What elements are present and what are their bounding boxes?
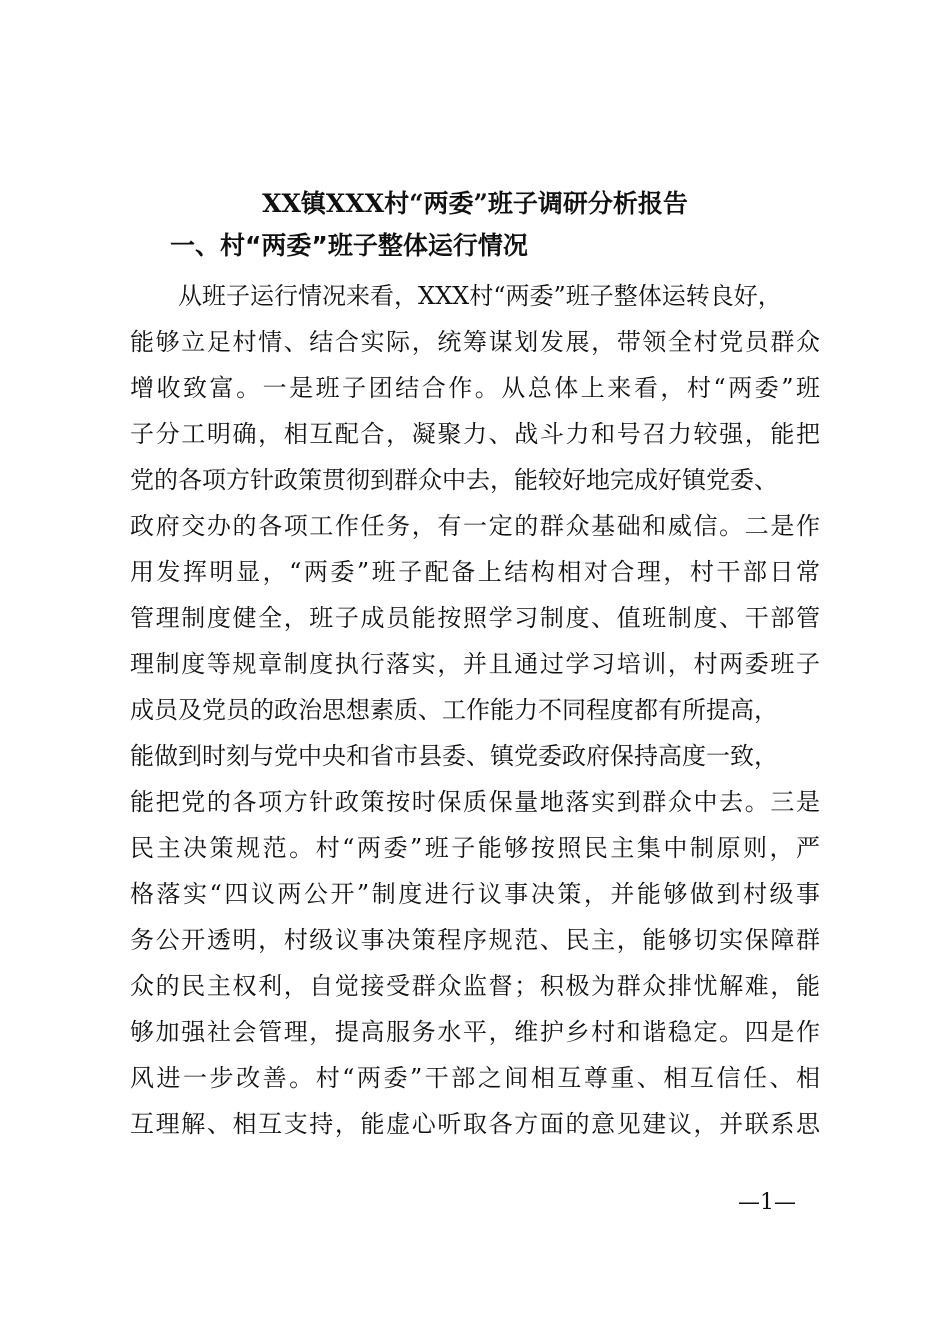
page-number: —1— bbox=[738, 1190, 796, 1215]
text-line: 理制度等规章制度执行落实，并且通过学习培训，村两委班子 bbox=[130, 650, 820, 678]
text-line: 子分工明确，相互配合，凝聚力、战斗力和号召力较强，能把 bbox=[130, 420, 820, 448]
text-line: 政府交办的各项工作任务，有一定的群众基础和威信。二是作 bbox=[130, 512, 820, 540]
text-line: 够加强社会管理，提高服务水平，维护乡村和谐稳定。四是作 bbox=[130, 1018, 820, 1046]
text-line: 互理解、相互支持，能虚心听取各方面的意见建议，并联系思 bbox=[130, 1110, 820, 1138]
text-line: 用发挥明显，“两委”班子配备上结构相对合理，村干部日常 bbox=[130, 558, 820, 586]
text-line: 增收致富。一是班子团结合作。从总体上来看，村“两委”班 bbox=[130, 374, 820, 402]
text-line: 风进一步改善。村“两委”干部之间相互尊重、相互信任、相 bbox=[130, 1064, 820, 1092]
body-paragraph bbox=[130, 276, 820, 1150]
text-line: 众的民主权利，自觉接受群众监督；积极为群众排忧解难，能 bbox=[130, 972, 820, 1000]
text-line: 能把党的各项方针政策按时保质保量地落实到群众中去。三是 bbox=[130, 788, 820, 816]
text-line: 民主决策规范。村“两委”班子能够按照民主集中制原则，严 bbox=[130, 834, 820, 862]
document-title: XX镇XXX村“两委”班子调研分析报告 bbox=[262, 189, 688, 218]
text-line: 能做到时刻与党中央和省市县委、镇党委政府保持高度一致， bbox=[130, 742, 778, 770]
text-line: 管理制度健全，班子成员能按照学习制度、值班制度、干部管 bbox=[130, 604, 820, 632]
text-line: 能够立足村情、结合实际，统筹谋划发展，带领全村党员群众 bbox=[130, 328, 820, 356]
text-line: 格落实“四议两公开”制度进行议事决策，并能够做到村级事 bbox=[130, 880, 820, 908]
text-line: 务公开透明，村级议事决策程序规范、民主，能够切实保障群 bbox=[130, 926, 820, 954]
text-line: 从班子运行情况来看，XXX村“两委”班子整体运转良好， bbox=[178, 282, 782, 310]
text-line: 党的各项方针政策贯彻到群众中去，能较好地完成好镇党委、 bbox=[130, 466, 778, 494]
text-line: 成员及党员的政治思想素质、工作能力不同程度都有所提高， bbox=[130, 696, 778, 724]
section-heading: 一、村“两委”班子整体运行情况 bbox=[170, 231, 528, 260]
